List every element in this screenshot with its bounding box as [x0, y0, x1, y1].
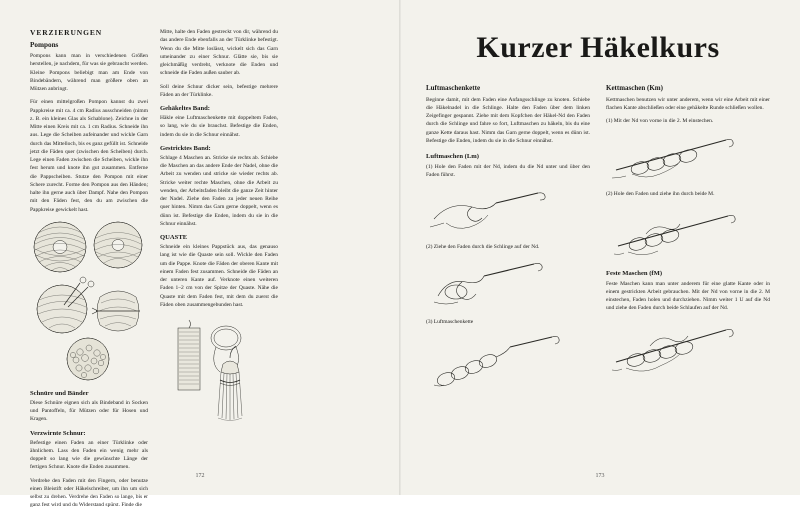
heading-verzwirnte-schnur: Verzwirnte Schnur:: [30, 429, 86, 437]
tassel-illustration-svg: [160, 314, 278, 434]
heading-schnuere-und-baender: Schnüre und Bänder: [30, 389, 89, 397]
paragraph: Häkle eine Luftmaschenkette mit doppeltem Faden, so lang, wie du sie brauchst. Befestige die Enden, indem du sie in die Schnur einnähst.: [160, 115, 278, 138]
heading-gehaekeltes-band: Gehäkeltes Band:: [160, 105, 211, 112]
right-column-2: [606, 84, 770, 404]
slip-stitch-step2-figure: [606, 204, 770, 262]
pompon-illustration: [30, 219, 148, 384]
slip-stitch-step2-svg: [606, 204, 756, 262]
heading-gestricktes-band: Gestricktes Band:: [160, 144, 211, 152]
pompon-illustration-svg: [30, 219, 148, 384]
paragraph: Mitte, halte den Faden gestreckt von dir, während du das andere Ende ebenfalls an der Türklinke befestigt. Wenn du die Mitte loslässt, wickelt sich das Garn umeinander zu einer Schnur. Glätte sie, bis sie gleichmäßig verdreht, verknote die Enden und schneide die Faden außen sauber ab.: [160, 29, 278, 77]
page-title: Kurzer Häkelkurs: [476, 31, 720, 64]
left-page: [0, 0, 400, 509]
left-column-2: [160, 28, 278, 448]
chain-stitch-step1-figure: [426, 185, 590, 237]
page-number-right: 173: [595, 473, 605, 479]
page-number-left: 172: [195, 473, 205, 479]
subsection-heading-pompons: Pompons: [30, 41, 59, 49]
step-text: (2) Hole den Faden und ziehe ihn durch beide M.: [606, 191, 715, 198]
step-text: (3) Luftmaschenkette: [426, 318, 474, 325]
paragraph: Beginne damit, mit dem Faden eine Anfangsschlinge zu knoten. Schiebe die Häkelnadel in die Schlinge. Halte den Faden über dem linken Zeigefinger gespannt. Ziehe mit dem Kopfchen der Häkel-Nd den Faden durch die Schlinge und fahre so fort, Luftmaschen zu häkeln, bis du eine ganze Kette daraus hast. Nimm das Garn gerne doppelt, wenn es dünn ist. Befestige die Enden, indem du sie in die Schnur einnähst.: [426, 96, 590, 144]
paragraph: Schneide ein kleines Pappstück aus, das genauso lang ist wie die Quaste sein soll. Wickle den Faden um die Pappe. Knote die Fäden der oberen Kante mit einem Faden fest zusammen. Schneide die Fäden an der unteren Kante auf. Verknote einen weiteren Faden 1–2 cm von der Spitze der Quaste. Nähe die Quaste mit dem Faden fest, mit dem du zuerst die Fäden oben zusammengebunden hast.: [160, 244, 278, 308]
paragraph: Diese Schnüre eignen sich als Bindeband in Socken und Pantoffeln, für Mützen oder für Hosen und Kragen.: [30, 399, 148, 423]
chain-stitch-step2-svg: [426, 256, 576, 312]
paragraph: Befestige einen Faden an einer Türklinke oder ähnlichem. Lass den Faden ein wenig mehr als doppelt so lang wie die gewünschte Länge der fertigen Schnur. Knote die Enden zusammen.: [30, 439, 148, 471]
chain-stitch-step2-figure: [426, 256, 590, 312]
paragraph: Für einen mittelgroßen Pompon kannst du zwei Pappkreise mit ca. 4 cm Radius ausschneiden (nimm z. B. ein kleines Glas als Schablone). Zeichne in der Mitte einen Kreis mit ca. 1 cm Radius. Schneide ihn aus. Lege die Scheiben aufeinander und wickle Garn durch das Mittelloch, bis es ganz gefüllt ist. Schneide jetzt die Fäden quer (zwischen den Scheiben) durch. Lege einen Faden zwischen die Scheiben, wickle ihn fest herum und knote ihn gut zusammen. Entferne die Pappscheiben. Stutze den Pompon mit einer Schere zurecht. Forme den Pompon aus den Händen; halte ihn gerne auch über Dampf. Nahe den Pompon mit den Fäden fest, den du am zwischen die Pappkreise gewickelt hast.: [30, 99, 148, 213]
heading-luftmaschenkette: Luftmaschenkette: [426, 83, 481, 92]
chain-stitch-step1-svg: [426, 185, 576, 237]
heading-quaste: QUASTE: [160, 234, 188, 241]
paragraph: Verdrehe den Faden mit den Fingern, oder benutze einen Bleistift oder Häkelschreiber, um ihn um sich selbst zu drehen. Verdrehe den Faden so lange, bis er ganz fest wird und du Widerstand spürst. Finde die: [30, 477, 148, 509]
chain-stitch-chain-figure: [426, 331, 590, 397]
left-column-1: [30, 28, 148, 509]
heading-feste-maschen: Feste Maschen (fM): [606, 269, 663, 277]
section-heading: VERZIERUNGEN: [30, 28, 103, 37]
right-column-1: [426, 84, 590, 404]
paragraph: Pompons kann man in verschiedenen Größen herstellen, je nachdem, für was sie gebraucht werden. Kleine Pompons beliebigt man am Ende von Bindebändern, während man größere oben an Mützen anbringt.: [30, 53, 148, 92]
right-page-columns: [426, 84, 770, 404]
step-text: (2) Ziehe den Faden durch die Schlinge auf der Nd.: [426, 243, 540, 250]
paragraph: Schlage 4 Maschen an. Stricke sie rechts ab. Schiebe die Maschen an das andere Ende der Nadel, ohne die Arbeit zu wenden und stricke sie wieder rechts ab. Stricke weiter rechte Maschen, ohne die Arbeit zu wenden, der Arbeitsfaden bleibt die ganze Zeit hinter der Nadel. Ziehe den Faden zu jeder neuen Reihe quer hinten. Nimm das Garn gerne doppelt, wenn es dünn ist. Befestige die Enden, indem du sie in die Schnur einnähst.: [160, 154, 278, 227]
single-crochet-figure: [606, 318, 770, 376]
paragraph: Feste Maschen kann man unter anderem für eine glatte Kante oder in einem gestrickten Arbeit gebrauchen. Mit der Nd von vorne in die 2. M einstechen, Faden holen und durchziehen. Nimm weiter 1 U auf die Nd und ziehe den Faden durch beide Schlaufen auf der Nd.: [606, 280, 770, 312]
paragraph: Soll deine Schnur dicker sein, befestige mehrere Fäden an der Türklinke.: [160, 83, 278, 98]
single-crochet-svg: [606, 318, 756, 376]
step-text: (1) Hole den Faden mit der Nd, indem du die Nd unter und über den Faden führst.: [426, 164, 590, 179]
heading-luftmaschen: Luftmaschen (Lm): [426, 153, 479, 160]
heading-kettmaschen: Kettmaschen (Km): [606, 83, 663, 92]
slip-stitch-step1-svg: [606, 130, 756, 184]
right-page: [400, 0, 800, 495]
chain-stitch-chain-svg: [426, 331, 576, 397]
slip-stitch-step1-figure: [606, 130, 770, 184]
tassel-illustration: [160, 314, 278, 434]
step-text: (1) Mit der Nd von vorne in die 2. M einstechen.: [606, 118, 714, 124]
paragraph: Kettmaschen benutzen wir unter anderem, wenn wir eine Arbeit mit einer flachen Kante abschließen oder eine gehäkelte Runde schließen wollen.: [606, 96, 770, 111]
